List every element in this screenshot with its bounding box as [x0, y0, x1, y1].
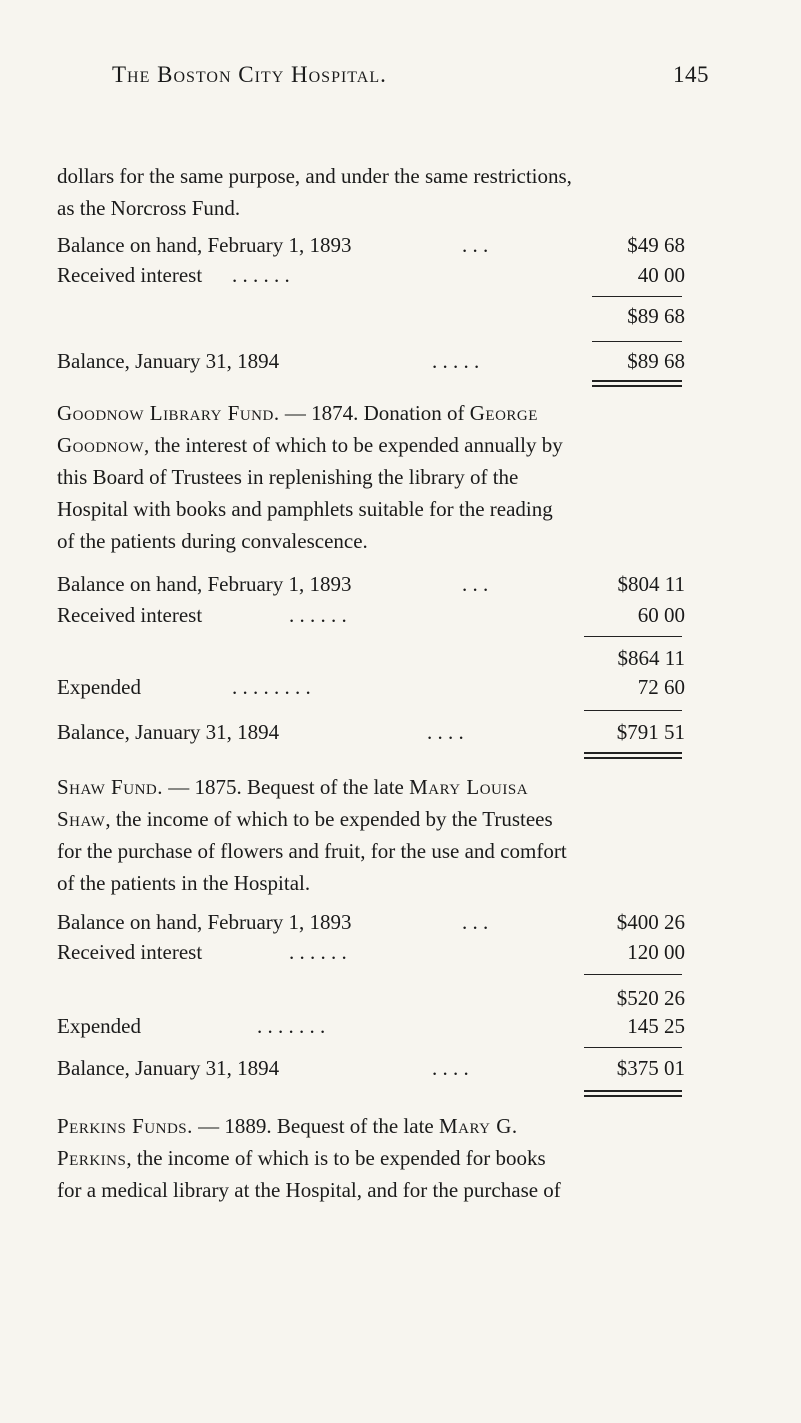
- shaw-line-2: Shaw, the income of which to be expended by the Trustees: [57, 807, 553, 831]
- ledger-label: Expended: [57, 1014, 141, 1038]
- ledger-label: Balance on hand, February 1, 1893: [57, 910, 352, 934]
- fund-heading: Shaw Fund.: [57, 775, 163, 799]
- ledger-label: Received interest: [57, 263, 203, 287]
- sum-rule: [584, 1047, 682, 1048]
- ledger-row: [57, 907, 685, 937]
- ledger-amount: $375 01: [616, 1056, 685, 1080]
- leader-dots: . . .: [462, 572, 489, 596]
- intro-line-2: as the Norcross Fund.: [57, 196, 241, 220]
- ledger-amount: $520 26: [616, 986, 685, 1010]
- leader-dots: . . . .: [427, 720, 464, 744]
- ledger-row: [57, 600, 685, 630]
- ledger-label: Expended: [57, 675, 141, 699]
- leader-dots: . . . . . .: [232, 263, 290, 287]
- goodnow-line-2: Goodnow, the interest of which to be expended annually by: [57, 433, 563, 457]
- ledger-amount: 120 00: [627, 940, 685, 964]
- ledger-label: Balance, January 31, 1894: [57, 349, 280, 373]
- leader-dots: . . . . .: [432, 349, 480, 373]
- goodnow-line-1: Goodnow Library Fund. — 1874. Donation of George: [57, 401, 538, 425]
- leader-dots: . . . . . . .: [257, 1014, 326, 1038]
- ledger-amount: $864 11: [617, 646, 685, 670]
- ledger-amount: $400 26: [616, 910, 685, 934]
- ledger-amount: 145 25: [627, 1014, 685, 1038]
- total-double-rule: [592, 380, 682, 387]
- perkins-line-2: Perkins, the income of which is to be expended for books: [57, 1146, 546, 1170]
- ledger-label: Balance on hand, February 1, 1893: [57, 572, 352, 596]
- ledger-amount: 60 00: [637, 603, 685, 627]
- total-double-rule: [584, 1090, 682, 1097]
- perkins-line-1: Perkins Funds. — 1889. Bequest of the late Mary G.: [57, 1114, 518, 1138]
- ledger-row: [57, 230, 685, 260]
- ledger-row: [57, 672, 685, 702]
- sum-rule: [584, 636, 682, 637]
- leader-dots: . . . .: [432, 1056, 469, 1080]
- page-number: 145: [673, 62, 709, 87]
- leader-dots: . . .: [462, 233, 489, 257]
- ledger-label: Balance, January 31, 1894: [57, 1056, 280, 1080]
- ledger-row: [57, 643, 685, 673]
- goodnow-line-4: Hospital with books and pamphlets suitable for the reading: [57, 497, 553, 521]
- running-title: The Boston City Hospital.: [112, 62, 387, 87]
- ledger-label: Balance on hand, February 1, 1893: [57, 233, 352, 257]
- sum-rule: [592, 296, 682, 297]
- fund-heading: Goodnow Library Fund.: [57, 401, 280, 425]
- total-double-rule: [584, 752, 682, 759]
- ledger-row: [57, 1011, 685, 1041]
- goodnow-line-5: of the patients during convalescence.: [57, 529, 368, 553]
- ledger-label: Received interest: [57, 940, 203, 964]
- ledger-row: [57, 301, 685, 331]
- ledger-row: [57, 717, 685, 747]
- ledger-row: [57, 346, 685, 376]
- fund-heading: Perkins Funds.: [57, 1114, 193, 1138]
- leader-dots: . . . . . .: [289, 603, 347, 627]
- intro-line-1: dollars for the same purpose, and under the same restrictions,: [57, 164, 572, 188]
- ledger-label: Balance, January 31, 1894: [57, 720, 280, 744]
- sum-rule: [584, 974, 682, 975]
- ledger-row: [57, 937, 685, 967]
- goodnow-line-3: this Board of Trustees in replenishing the library of the: [57, 465, 519, 489]
- ledger-amount: $49 68: [627, 233, 685, 257]
- ledger-amount: $804 11: [617, 572, 685, 596]
- ledger-row: [57, 1053, 685, 1083]
- ledger-amount: $89 68: [627, 349, 685, 373]
- shaw-line-3: for the purchase of flowers and fruit, for the use and comfort: [57, 839, 567, 863]
- leader-dots: . . .: [462, 910, 489, 934]
- sum-rule: [592, 341, 682, 342]
- leader-dots: . . . . . . . .: [232, 675, 311, 699]
- ledger-row: [57, 569, 685, 599]
- ledger-amount: 72 60: [637, 675, 685, 699]
- page-header: [112, 62, 709, 88]
- ledger-amount: $791 51: [616, 720, 685, 744]
- sum-rule: [584, 710, 682, 711]
- shaw-line-1: Shaw Fund. — 1875. Bequest of the late Mary Louisa: [57, 775, 529, 799]
- ledger-label: Received interest: [57, 603, 203, 627]
- perkins-line-3: for a medical library at the Hospital, and for the purchase of: [57, 1178, 561, 1202]
- leader-dots: . . . . . .: [289, 940, 347, 964]
- ledger-amount: 40 00: [637, 263, 685, 287]
- ledger-row: [57, 983, 685, 1013]
- ledger-amount: $89 68: [627, 304, 685, 328]
- shaw-line-4: of the patients in the Hospital.: [57, 871, 311, 895]
- ledger-row: [57, 260, 685, 290]
